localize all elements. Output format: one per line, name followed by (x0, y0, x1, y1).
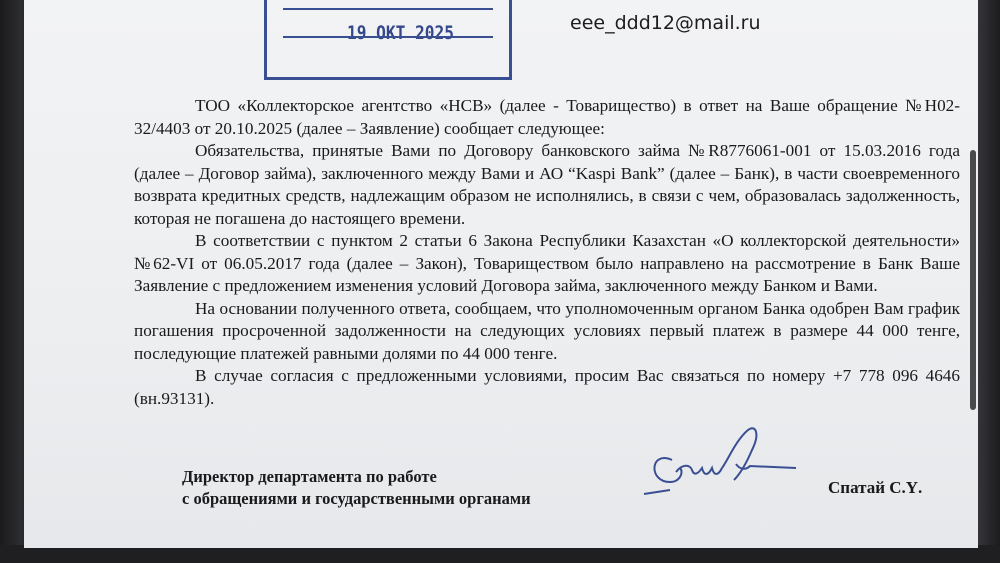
paragraph-intro: ТОО «Коллекторское агентство «НСВ» (далее - Товарищество) в ответ на Ваше обращение №Н02-32/4403 от 20.10.2025 (далее – Заявление) сообщает следующее: (134, 96, 960, 138)
signer-name: Спатай С.Ү. (828, 478, 923, 497)
paragraph-law: В соответствии с пунктом 2 статьи 6 Закона Республики Казахстан «О коллекторской деятельности» №62-VI от 06.05.2017 года (далее – Закон), Товариществом было направлено на рассмотрение в Банк Ваше Заявление с предложением изменения условий Договора займа, заключенного между Банком и Вами. (134, 231, 960, 295)
document-page (24, 0, 978, 548)
monitor-bezel-left (0, 0, 22, 563)
signer-title-line1: Директор департамента по работе (182, 467, 437, 486)
paragraph-schedule: На основании полученного ответа, сообщаем, что уполномоченным органом Банка одобрен Вам график погашения просроченной задолженности на следующих условиях первый платеж в размере 44 000 тенге, последующие платежей равными долями по 44 000 тенге. (134, 298, 960, 363)
paragraph-obligations: Обязательства, принятые Вами по Договору банковского займа №R8776061-001 от 15.03.2016 года (далее – Договор займа), заключенного между Вами и АО “Kaspi Bank” (далее – Банк), в части своевременного возврата кредитных средств, надлежащим образом не исполнялись, в связи с чем, образовалась задолженность, которая не погашена до настоящего времени. (134, 141, 960, 228)
handwritten-signature (610, 420, 800, 510)
email-address: eee_ddd12@mail.ru (570, 12, 761, 34)
paragraph-contact: В случае согласия с предложенными условиями, просим Вас связаться по номеру +7 778 096 4646 (вн.93131). (134, 366, 960, 408)
scrollbar[interactable] (970, 150, 976, 410)
signer-title-line2: с обращениями и государственными органами (182, 489, 531, 508)
signer-title (182, 466, 531, 510)
monitor-bezel-right (978, 0, 1000, 563)
stamp-date: 19 ОКТ 2025 (347, 22, 454, 44)
letter-body (134, 95, 960, 410)
registration-stamp (264, 0, 512, 80)
stamp-line-top (283, 8, 493, 10)
stamp-line (283, 36, 493, 38)
